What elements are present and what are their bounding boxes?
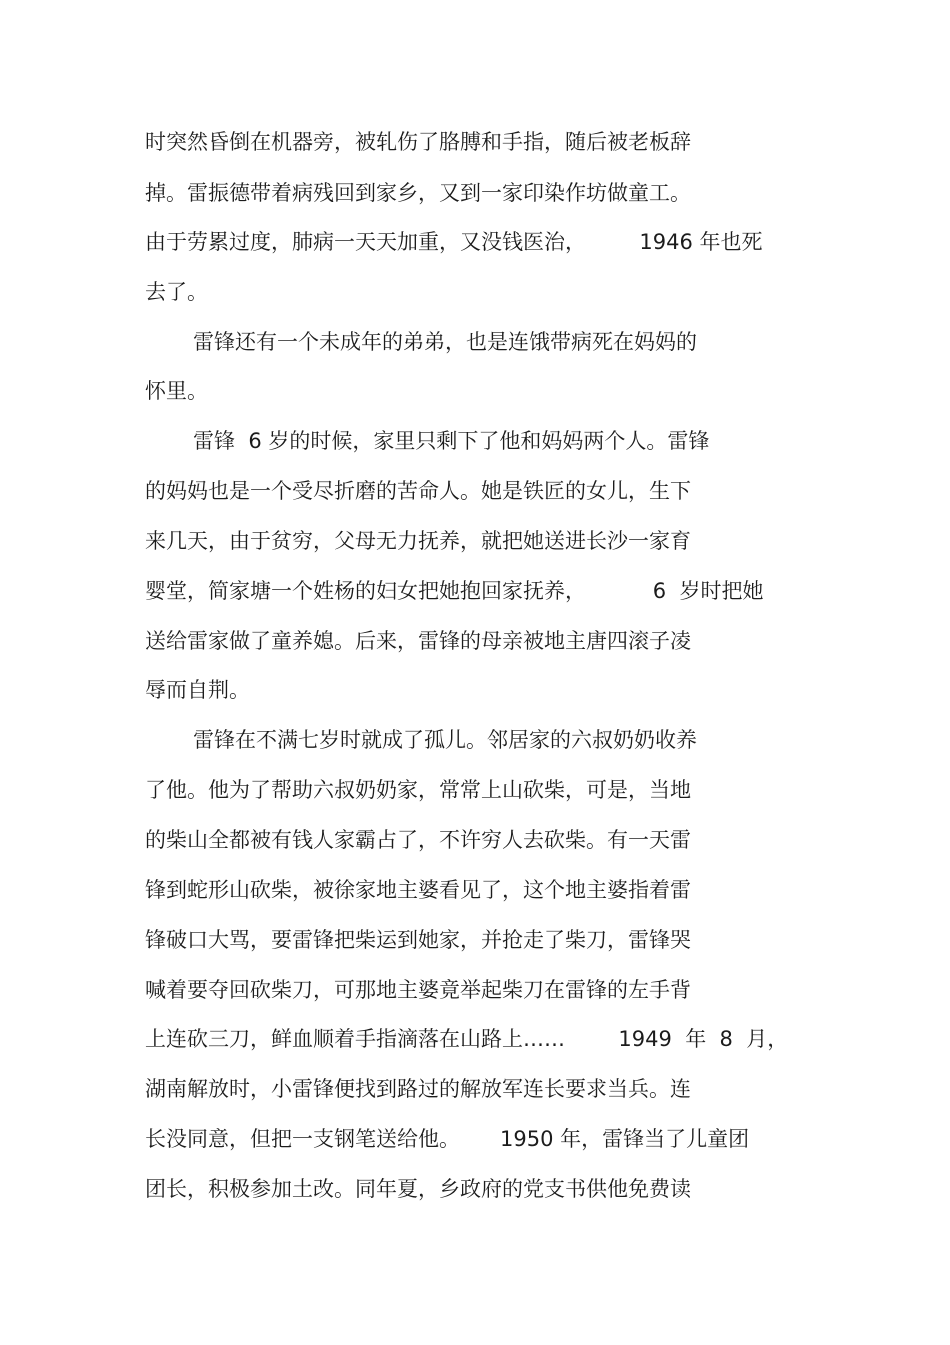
- text-line: 辱而自荆。: [145, 678, 250, 702]
- text-line: 掉。雷振德带着病残回到家乡，又到一家印染作坊做童工。: [145, 181, 691, 205]
- text-line: 由于劳累过度，肺病一天天加重，又没钱医治， 1946 年也死: [145, 230, 763, 254]
- paragraph-first-line: 雷锋还有一个未成年的弟弟，也是连饿带病死在妈妈的: [193, 330, 697, 354]
- text-line: 长没同意，但把一支钢笔送给他。 1950 年，雷锋当了儿童团: [145, 1127, 750, 1151]
- text-line: 送给雷家做了童养媳。后来，雷锋的母亲被地主唐四滚子凌: [145, 629, 691, 653]
- text-line: 团长，积极参加土改。同年夏，乡政府的党支书供他免费读: [145, 1177, 691, 1201]
- text-line: 锋破口大骂，要雷锋把柴运到她家，并抢走了柴刀，雷锋哭: [145, 928, 691, 952]
- text-line: 婴堂，简家塘一个姓杨的妇女把她抱回家抚养， 6 岁时把她: [145, 579, 764, 603]
- text-line: 湖南解放时，小雷锋便找到路过的解放军连长要求当兵。连: [145, 1077, 691, 1101]
- text-line: 时突然昏倒在机器旁，被轧伤了胳膊和手指，随后被老板辞: [145, 130, 691, 154]
- text-line: 的柴山全都被有钱人家霸占了，不许穷人去砍柴。有一天雷: [145, 828, 691, 852]
- text-line: 锋到蛇形山砍柴，被徐家地主婆看见了，这个地主婆指着雷: [145, 878, 691, 902]
- text-line: 来几天，由于贫穷，父母无力抚养，就把她送进长沙一家育: [145, 529, 691, 553]
- text-line: 喊着要夺回砍柴刀，可那地主婆竟举起柴刀在雷锋的左手背: [145, 978, 691, 1002]
- paragraph-first-line: 雷锋在不满七岁时就成了孤儿。邻居家的六叔奶奶收养: [193, 728, 697, 752]
- text-line: 去了。: [145, 280, 208, 304]
- text-line: 怀里。: [145, 379, 208, 403]
- text-line: 了他。他为了帮助六叔奶奶家，常常上山砍柴，可是，当地: [145, 778, 691, 802]
- text-line: 上连砍三刀，鲜血顺着手指滴落在山路上…… 1949 年 8 月，: [145, 1027, 789, 1051]
- paragraph-first-line: 雷锋 6 岁的时候，家里只剩下了他和妈妈两个人。雷锋: [193, 429, 710, 453]
- text-line: 的妈妈也是一个受尽折磨的苦命人。她是铁匠的女儿，生下: [145, 479, 691, 503]
